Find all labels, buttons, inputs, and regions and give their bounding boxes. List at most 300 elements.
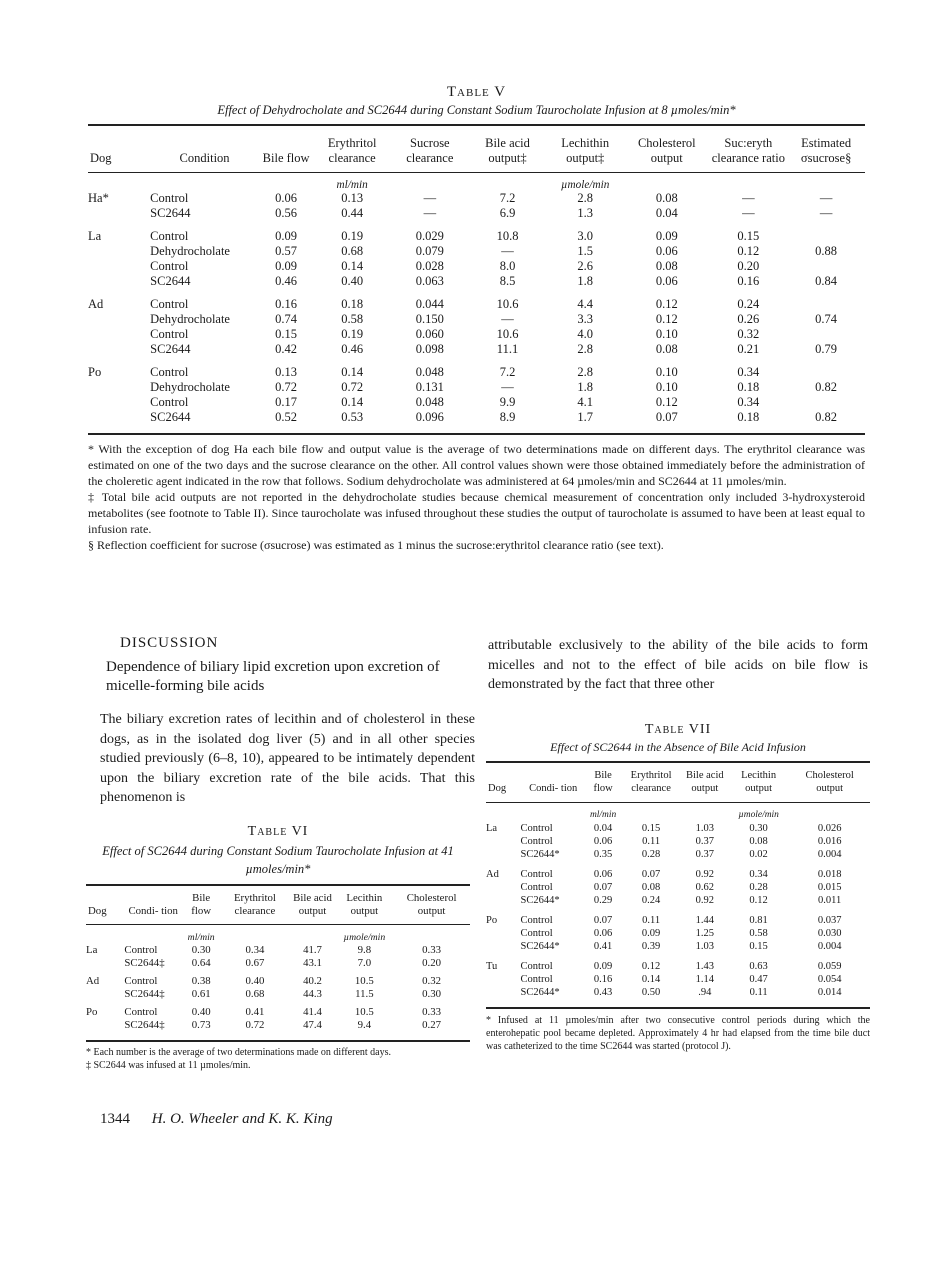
value-cell: 4.4 <box>577 297 594 311</box>
dog-cell: La <box>486 822 498 834</box>
value-cell: 0.12 <box>655 297 678 311</box>
dog-cell: La <box>88 229 102 243</box>
value-cell: — <box>819 191 833 205</box>
units-cell <box>88 173 150 192</box>
condition-cell: Dehydrocholate <box>150 380 230 394</box>
condition-cell: Control <box>124 1006 158 1018</box>
units-row <box>88 173 865 192</box>
value-cell <box>787 327 865 342</box>
value-cell: 0.13 <box>341 191 364 205</box>
value-cell: 0.11 <box>642 836 661 848</box>
dog-cell <box>486 894 521 907</box>
value-cell: 0.030 <box>817 927 842 939</box>
value-cell: 10.5 <box>354 975 374 987</box>
value-cell: 0.06 <box>593 868 613 880</box>
value-cell: 0.18 <box>737 410 760 424</box>
value-cell: 0.33 <box>422 944 442 956</box>
value-cell: 0.09 <box>275 229 298 243</box>
condition-cell: SC2644* <box>520 895 560 907</box>
dog-cell <box>486 835 521 848</box>
dog-cell: Po <box>486 914 498 926</box>
value-cell: 0.84 <box>815 274 838 288</box>
units-cell <box>682 802 728 822</box>
header-row <box>86 886 470 925</box>
value-cell: 0.27 <box>422 1019 442 1031</box>
value-cell: 0.64 <box>191 957 211 969</box>
units-cell <box>124 925 182 945</box>
section-heading: DISCUSSION <box>120 635 219 651</box>
column-header: Erythritol clearance <box>220 886 289 925</box>
column-header: Cholesterol output <box>393 886 470 925</box>
dog-cell <box>86 988 124 1001</box>
column-header: Lecithin output <box>728 763 789 802</box>
dog-cell: Ad <box>486 868 499 880</box>
value-cell: 0.016 <box>817 836 842 848</box>
table-row <box>486 960 870 973</box>
value-cell: 9.4 <box>357 1019 372 1031</box>
condition-cell: Control <box>520 927 553 939</box>
value-cell: 0.04 <box>593 822 613 834</box>
units-cell <box>86 925 124 945</box>
value-cell: 0.46 <box>341 342 364 356</box>
discussion-section <box>100 635 475 808</box>
condition-cell: SC2644 <box>150 274 191 288</box>
table-row <box>486 835 870 848</box>
value-cell: 0.16 <box>275 297 298 311</box>
table-6-footnote: * Each number is the average of two determinations made on different days. <box>86 1047 391 1058</box>
value-cell: 2.8 <box>577 342 594 356</box>
condition-cell: SC2644‡ <box>124 957 165 969</box>
value-cell: 0.74 <box>815 312 838 326</box>
value-cell: 0.16 <box>593 973 613 985</box>
table-row <box>88 259 865 274</box>
value-cell: 0.72 <box>341 380 364 394</box>
value-cell: 0.19 <box>341 327 364 341</box>
column-header: Dog <box>88 126 150 173</box>
value-cell: 0.079 <box>415 244 444 258</box>
header-row <box>88 126 865 173</box>
condition-cell: SC2644‡ <box>124 1019 165 1031</box>
condition-cell: Control <box>150 229 189 243</box>
dog-cell <box>88 312 150 327</box>
value-cell: 4.1 <box>577 395 594 409</box>
value-cell: 10.5 <box>354 1006 374 1018</box>
dog-cell: Po <box>86 1006 98 1018</box>
dog-cell <box>88 259 150 274</box>
value-cell: 1.3 <box>577 206 594 220</box>
group-gap <box>88 221 865 229</box>
value-cell: 1.8 <box>577 274 594 288</box>
value-cell: 0.028 <box>415 259 444 273</box>
value-cell: 0.12 <box>655 395 678 409</box>
value-cell: 0.14 <box>341 259 364 273</box>
value-cell: 0.92 <box>695 895 715 907</box>
value-cell: 7.0 <box>357 957 372 969</box>
column-header: Suc:eryth clearance ratio <box>710 126 788 173</box>
dog-cell <box>88 410 150 425</box>
value-cell: 8.0 <box>499 259 516 273</box>
table-5-footnote: § Reflection coefficient for sucrose (σsucrose) was estimated as 1 minus the sucrose:erythritol clearance ratio (see text). <box>88 538 664 552</box>
value-cell: 0.57 <box>275 244 298 258</box>
column-header: Erythritol clearance <box>620 763 681 802</box>
value-cell: 0.46 <box>275 274 298 288</box>
value-cell: 0.131 <box>415 380 444 394</box>
table-row <box>88 191 865 206</box>
units-cell <box>710 173 788 192</box>
table-row <box>486 940 870 953</box>
value-cell: 0.14 <box>341 395 364 409</box>
dog-cell <box>88 380 150 395</box>
value-cell: 0.74 <box>275 312 298 326</box>
table-row <box>88 312 865 327</box>
value-cell: 2.6 <box>577 259 594 273</box>
value-cell: 7.2 <box>499 191 516 205</box>
value-cell: 0.12 <box>641 960 661 972</box>
table-row <box>486 894 870 907</box>
value-cell: 0.014 <box>817 987 842 999</box>
value-cell: 0.09 <box>275 259 298 273</box>
value-cell: 2.8 <box>577 191 594 205</box>
value-cell: 0.58 <box>341 312 364 326</box>
value-cell: 1.44 <box>695 914 715 926</box>
condition-cell: SC2644* <box>520 941 560 953</box>
table-row <box>88 410 865 425</box>
dog-cell <box>486 940 521 953</box>
value-cell: 0.68 <box>341 244 364 258</box>
table-row <box>88 380 865 395</box>
value-cell: 0.16 <box>737 274 760 288</box>
value-cell: 0.58 <box>749 927 768 939</box>
column-header: Bile flow <box>182 886 220 925</box>
value-cell: — <box>742 206 755 220</box>
value-cell: 0.72 <box>275 380 298 394</box>
value-cell: 0.30 <box>422 988 442 1000</box>
value-cell: — <box>423 206 437 220</box>
condition-cell: Dehydrocholate <box>150 244 230 258</box>
table-row <box>88 244 865 259</box>
value-cell: 0.08 <box>655 191 678 205</box>
column-header: Bile acid output <box>289 886 335 925</box>
table-5-label: Table V <box>446 84 507 100</box>
value-cell: 0.67 <box>245 957 265 969</box>
table-5-footnote: * With the exception of dog Ha each bile flow and output value is the average of two determinations made on different days. The erythritol clearance was estimated on one of the two days and the sucrose clearance on the other. All control values shown were those obtained immediately before the administration of the choleretic agent indicated in the row that follows. Sodium dehydrocholate was administered at 64 µmoles/min and SC2644 at 11 µmoles/min. <box>88 442 865 488</box>
value-cell: 0.098 <box>415 342 444 356</box>
table-5-grid <box>88 126 865 425</box>
table-row <box>88 342 865 357</box>
value-cell: 0.14 <box>641 973 661 985</box>
units-label: ml/min <box>336 179 368 191</box>
dog-cell: La <box>86 944 98 956</box>
condition-cell: SC2644 <box>150 206 191 220</box>
value-cell: 0.28 <box>641 849 661 861</box>
value-cell: 2.8 <box>577 365 594 379</box>
value-cell: 0.28 <box>749 882 768 894</box>
table-5 <box>88 84 865 553</box>
value-cell: 41.7 <box>303 944 322 956</box>
table-6-caption: Effect of SC2644 during Constant Sodium Taurocholate Infusion at 41 µmoles/min* <box>102 844 454 876</box>
value-cell: 0.054 <box>817 973 842 985</box>
value-cell: 8.9 <box>499 410 516 424</box>
dog-cell: Ad <box>88 297 104 311</box>
units-cell <box>521 802 586 822</box>
table-row <box>86 988 470 1001</box>
value-cell: — <box>819 206 833 220</box>
value-cell: 0.37 <box>695 836 715 848</box>
value-cell <box>787 229 865 244</box>
value-cell: 0.10 <box>655 327 678 341</box>
value-cell: 0.15 <box>749 941 768 953</box>
value-cell: — <box>501 244 514 258</box>
value-cell: 0.004 <box>817 849 842 861</box>
value-cell: 0.19 <box>341 229 364 243</box>
value-cell: 0.09 <box>655 229 678 243</box>
value-cell: 0.08 <box>641 882 661 894</box>
value-cell: 0.18 <box>341 297 364 311</box>
value-cell: 0.72 <box>245 1019 265 1031</box>
value-cell: 0.026 <box>817 822 842 834</box>
dog-cell: Po <box>88 365 102 379</box>
table-row <box>486 973 870 986</box>
table-row <box>486 914 870 927</box>
value-cell: 0.32 <box>737 327 760 341</box>
condition-cell: Control <box>150 259 189 273</box>
value-cell: 10.6 <box>496 297 519 311</box>
page-number: 1344 <box>100 1111 130 1127</box>
value-cell: 0.04 <box>655 206 678 220</box>
column-header: Lechithin output‡ <box>546 126 624 173</box>
value-cell: 0.15 <box>641 822 661 834</box>
units-row <box>486 802 870 822</box>
units-cell <box>391 173 469 192</box>
column-header: Cholesterol output <box>624 126 709 173</box>
units-cell <box>393 925 470 945</box>
dog-cell: Tu <box>486 960 498 972</box>
value-cell: 0.10 <box>655 365 678 379</box>
value-cell: 0.61 <box>191 988 211 1000</box>
value-cell: 0.33 <box>422 1006 442 1018</box>
value-cell: — <box>742 191 755 205</box>
value-cell <box>787 297 865 312</box>
value-cell: 0.13 <box>275 365 298 379</box>
value-cell: 1.14 <box>695 973 715 985</box>
dog-cell <box>486 973 521 986</box>
column-header: Condi- tion <box>124 886 182 925</box>
dog-cell <box>486 881 521 894</box>
dog-cell <box>86 957 124 970</box>
value-cell: 0.08 <box>749 836 768 848</box>
table-row <box>88 327 865 342</box>
table-7-grid <box>486 763 870 999</box>
value-cell: 0.47 <box>749 973 768 985</box>
condition-cell: SC2644* <box>520 987 560 999</box>
table-6-grid <box>86 886 470 1032</box>
value-cell: 43.1 <box>303 957 322 969</box>
value-cell: 0.30 <box>749 822 768 834</box>
table-6 <box>86 824 470 1072</box>
column-header: Bile flow <box>586 763 621 802</box>
units-label: µmole/min <box>561 179 610 191</box>
value-cell: 0.40 <box>341 274 364 288</box>
table-row <box>486 986 870 999</box>
value-cell: 0.063 <box>415 274 444 288</box>
value-cell: 0.06 <box>593 836 613 848</box>
value-cell: 4.0 <box>577 327 594 341</box>
table-7 <box>486 722 870 1053</box>
condition-cell: Control <box>520 960 553 972</box>
units-cell <box>220 925 289 945</box>
condition-cell: SC2644 <box>150 410 191 424</box>
condition-cell: Control <box>150 395 189 409</box>
running-authors: H. O. Wheeler and K. K. King <box>151 1111 333 1127</box>
value-cell: 0.06 <box>275 191 298 205</box>
value-cell: 0.08 <box>655 342 678 356</box>
value-cell: 0.30 <box>191 944 211 956</box>
value-cell: 0.12 <box>655 312 678 326</box>
units-cell <box>486 802 521 822</box>
value-cell: 0.060 <box>415 327 444 341</box>
header-row <box>486 763 870 802</box>
value-cell: — <box>501 380 514 394</box>
value-cell: 0.096 <box>415 410 444 424</box>
table-6-footnote: ‡ SC2644 was infused at 11 µmoles/min. <box>86 1060 251 1071</box>
value-cell: 0.68 <box>245 988 265 1000</box>
value-cell: 0.17 <box>275 395 298 409</box>
value-cell: 0.15 <box>737 229 760 243</box>
value-cell: 0.011 <box>818 895 842 907</box>
value-cell: 0.018 <box>817 868 842 880</box>
value-cell: — <box>501 312 514 326</box>
value-cell: 1.43 <box>695 960 715 972</box>
units-cell <box>787 173 865 192</box>
value-cell: 0.41 <box>593 941 613 953</box>
condition-cell: Control <box>520 914 553 926</box>
value-cell: .94 <box>698 987 712 999</box>
table-row <box>486 848 870 861</box>
dog-cell <box>486 986 521 999</box>
value-cell: 0.07 <box>655 410 678 424</box>
column-header: Sucrose clearance <box>391 126 469 173</box>
value-cell: 6.9 <box>499 206 516 220</box>
table-row <box>486 927 870 940</box>
value-cell: 0.09 <box>641 927 661 939</box>
condition-cell: Control <box>520 882 553 894</box>
value-cell: 0.06 <box>655 244 678 258</box>
value-cell: 0.56 <box>275 206 298 220</box>
table-7-label: Table VII <box>644 722 712 737</box>
value-cell <box>787 395 865 410</box>
value-cell: 0.62 <box>695 882 715 894</box>
value-cell: 1.8 <box>577 380 594 394</box>
column-header: Estimated σsucrose§ <box>787 126 865 173</box>
value-cell: 0.41 <box>245 1006 265 1018</box>
table-7-footnote: * Infused at 11 µmoles/min after two consecutive control periods during which the enterohepatic pool became depleted. Approximately 4 hr had elapsed from the time bile duct was catheterized to the time SC2644 was started (protocol J). <box>486 1015 870 1053</box>
value-cell <box>787 365 865 380</box>
dog-cell <box>86 1019 124 1032</box>
column-header: Dog <box>86 886 124 925</box>
dog-cell <box>88 342 150 357</box>
value-cell: 11.5 <box>355 988 374 1000</box>
condition-cell: Dehydrocholate <box>150 312 230 326</box>
table-row <box>88 365 865 380</box>
condition-cell: Control <box>520 822 553 834</box>
value-cell: 0.79 <box>815 342 838 356</box>
column-header: Condition <box>150 126 259 173</box>
dog-cell: Ha* <box>88 191 109 205</box>
subsection-heading: Dependence of biliary lipid excretion upon excretion of micelle-forming bile acids <box>106 659 440 694</box>
value-cell: 10.8 <box>496 229 519 243</box>
body-paragraph-continued: attributable exclusively to the ability of the bile acids to form micelles and not to the effect of bile acids on bile flow is demonstrated by the fact that three other <box>488 638 868 692</box>
value-cell: 0.21 <box>737 342 760 356</box>
value-cell: 0.81 <box>749 914 768 926</box>
table-row <box>486 881 870 894</box>
dog-cell <box>88 327 150 342</box>
value-cell: 0.037 <box>817 914 842 926</box>
value-cell: 8.5 <box>499 274 516 288</box>
value-cell: 1.03 <box>695 941 715 953</box>
column-header: Bile acid output <box>682 763 728 802</box>
units-cell <box>259 173 313 192</box>
dog-cell <box>88 274 150 289</box>
table-row <box>88 229 865 244</box>
body-paragraph: The biliary excretion rates of lecithin and of cholesterol in these dogs, as in the isolated dog liver (5) and in all other species studied previously (6–8, 10), appeared to be intimately dependent upon the biliary excretion rate of the bile acids. That this phenomenon is <box>100 712 475 805</box>
value-cell: 0.44 <box>341 206 364 220</box>
column-header: Condi- tion <box>521 763 586 802</box>
value-cell: 1.25 <box>695 927 715 939</box>
value-cell: 0.07 <box>641 868 661 880</box>
value-cell: 0.06 <box>655 274 678 288</box>
table-row <box>86 975 470 988</box>
value-cell: 0.88 <box>815 244 838 258</box>
value-cell: 9.8 <box>357 944 372 956</box>
value-cell: 0.73 <box>191 1019 211 1031</box>
column-header: Bile flow <box>259 126 313 173</box>
value-cell: — <box>423 191 437 205</box>
value-cell: 0.42 <box>275 342 298 356</box>
value-cell: 0.14 <box>341 365 364 379</box>
value-cell: 0.53 <box>341 410 364 424</box>
column-header: Bile acid output‡ <box>469 126 547 173</box>
value-cell: 0.20 <box>737 259 760 273</box>
value-cell: 0.26 <box>737 312 760 326</box>
value-cell: 0.12 <box>749 895 768 907</box>
value-cell: 0.044 <box>415 297 444 311</box>
value-cell: 0.63 <box>749 960 768 972</box>
units-cell <box>624 173 709 192</box>
units-cell <box>789 802 870 822</box>
page-footer <box>100 1111 333 1128</box>
value-cell: 0.34 <box>245 944 265 956</box>
table-row <box>86 1006 470 1019</box>
condition-cell: Control <box>124 944 158 956</box>
value-cell: 0.82 <box>815 380 838 394</box>
value-cell: 10.6 <box>496 327 519 341</box>
column-header: Dog <box>486 763 521 802</box>
value-cell: 0.18 <box>737 380 760 394</box>
condition-cell: SC2644* <box>520 849 560 861</box>
value-cell: 40.2 <box>303 975 322 987</box>
value-cell: 0.10 <box>655 380 678 394</box>
table-row <box>86 1019 470 1032</box>
units-cell <box>289 925 335 945</box>
value-cell: 0.34 <box>749 868 768 880</box>
units-cell <box>469 173 547 192</box>
value-cell: 0.048 <box>415 395 444 409</box>
condition-cell: Control <box>150 191 189 205</box>
dog-cell <box>88 395 150 410</box>
value-cell: 1.5 <box>577 244 594 258</box>
value-cell: 0.20 <box>422 957 442 969</box>
units-label: ml/min <box>187 932 215 943</box>
